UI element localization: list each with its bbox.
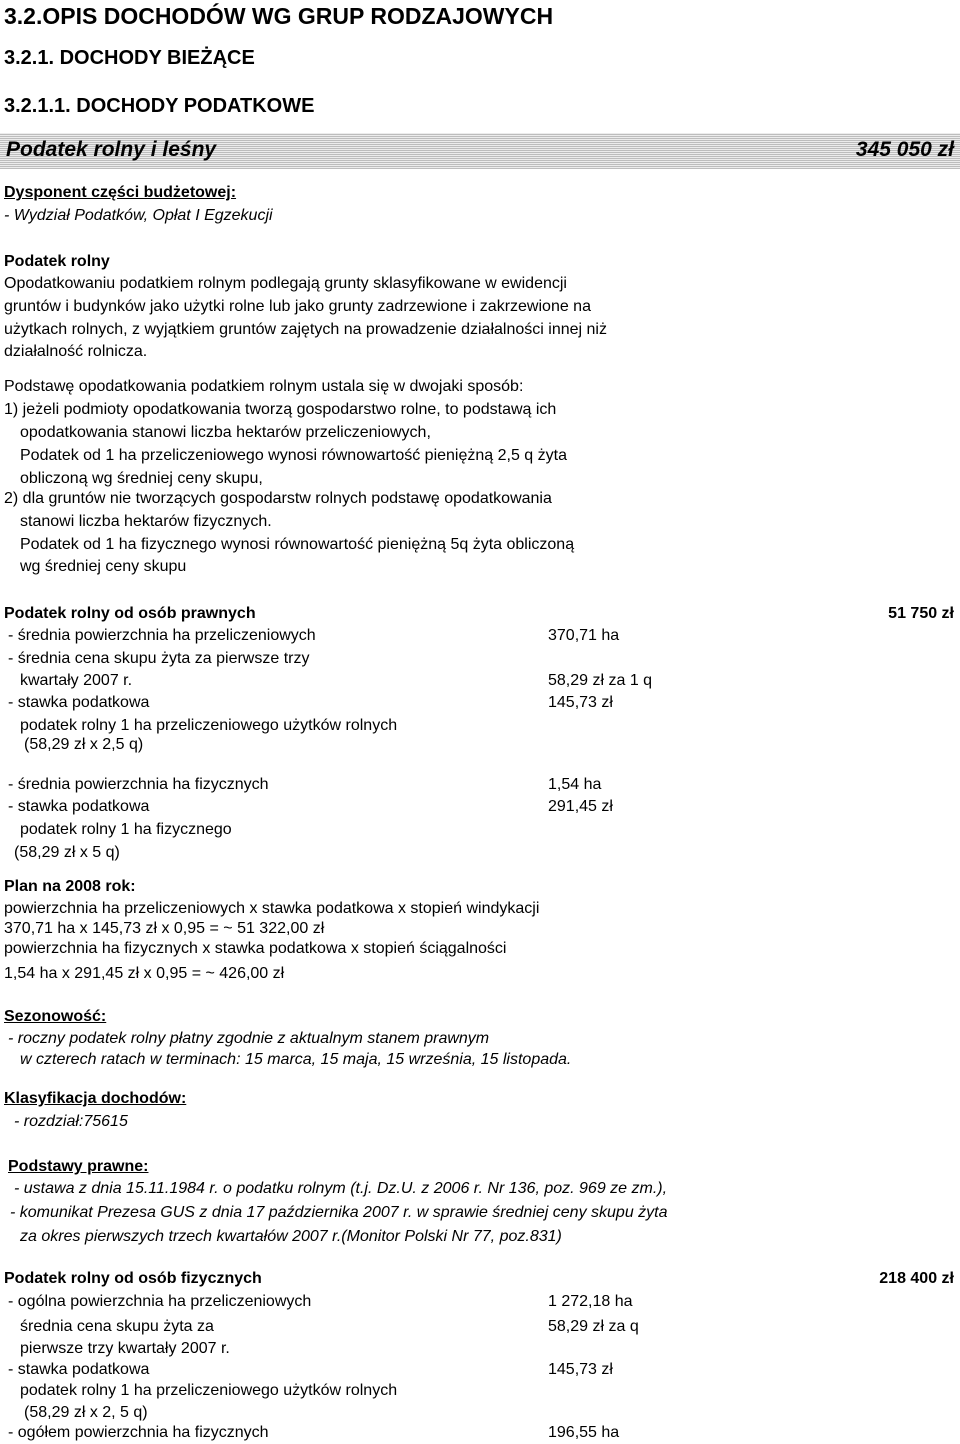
paragraph-line: gruntów i budynków jako użytki rolne lub jako grunty zadrzewione i zakrzewione na — [4, 298, 591, 315]
sezonowosc-line: w czterech ratach w terminach: 15 marca, 15 maja, 15 września, 15 listopada. — [20, 1051, 572, 1068]
item-label: - stawka podatkowa — [8, 1361, 150, 1378]
sezonowosc-line: - roczny podatek rolny płatny zgodnie z aktualnym stanem prawnym — [8, 1030, 490, 1047]
item-label: - średnia powierzchnia ha fizycznych — [8, 776, 269, 793]
paragraph-line: użytkach rolnych, z wyjątkiem gruntów zajętych na prowadzenie działalności innej niż — [4, 321, 607, 338]
item-label: - stawka podatkowa — [8, 694, 150, 711]
paragraph-line: wg średniej ceny skupu — [20, 558, 187, 575]
paragraph-line: Podstawę opodatkowania podatkiem rolnym ustala się w dwojaki sposób: — [4, 378, 524, 395]
paragraph-line: opodatkowania stanowi liczba hektarów przeliczeniowych, — [20, 424, 431, 441]
item-value: 145,73 zł — [548, 694, 613, 711]
item-label: pierwsze trzy kwartały 2007 r. — [20, 1340, 230, 1357]
item-label: podatek rolny 1 ha przeliczeniowego użytków rolnych — [20, 1382, 398, 1399]
item-value: 1,54 ha — [548, 776, 602, 793]
item-label: podatek rolny 1 ha przeliczeniowego użytków rolnych — [20, 717, 398, 734]
klasyfikacja-line: - rozdział:75615 — [14, 1113, 128, 1130]
dysponent-value: - Wydział Podatków, Opłat I Egzekucji — [4, 207, 273, 224]
paragraph-line: obliczoną wg średniej ceny skupu, — [20, 470, 263, 487]
item-label: - ogólna powierzchnia ha przeliczeniowych — [8, 1293, 312, 1310]
paragraph-line: 2) dla gruntów nie tworzących gospodarstw rolnych podstawę opodatkowania — [4, 490, 552, 507]
paragraph-line: Podatek od 1 ha przeliczeniowego wynosi równowartość pieniężną 2,5 q żyta — [20, 447, 567, 464]
podstawy-title: Podstawy prawne: — [8, 1158, 149, 1175]
osoby-prawne-title: Podatek rolny od osób prawnych — [4, 605, 256, 622]
osoby-fizyczne-title: Podatek rolny od osób fizycznych — [4, 1270, 262, 1287]
item-value: 370,71 ha — [548, 627, 620, 644]
podatek-rolny-title: Podatek rolny — [4, 253, 110, 270]
item-value: 1 272,18 ha — [548, 1293, 633, 1310]
item-label: - stawka podatkowa — [8, 798, 150, 815]
section-heading: 3.2.OPIS DOCHODÓW WG GRUP RODZAJOWYCH — [4, 3, 554, 29]
podstawy-line: - komunikat Prezesa GUS z dnia 17 października 2007 r. w sprawie średniej ceny skupu żyta — [10, 1204, 668, 1221]
paragraph-line: 1) jeżeli podmioty opodatkowania tworzą gospodarstwo rolne, to podstawą ich — [4, 401, 557, 418]
podstawy-line: za okres pierwszych trzech kwartałów 2007 r.(Monitor Polski Nr 77, poz.831) — [20, 1228, 562, 1245]
item-value: 196,55 ha — [548, 1424, 620, 1441]
paragraph-line: Opodatkowaniu podatkiem rolnym podlegają grunty sklasyfikowane w ewidencji — [4, 275, 567, 292]
item-label: - średnia cena skupu żyta za pierwsze trzy — [8, 650, 310, 667]
paragraph-line: Podatek od 1 ha fizycznego wynosi równowartość pieniężną 5q żyta obliczoną — [20, 536, 575, 553]
item-label: kwartały 2007 r. — [20, 672, 133, 689]
item-value: 58,29 zł za q — [548, 1318, 639, 1335]
item-value: 291,45 zł — [548, 798, 613, 815]
plan-line: 370,71 ha x 145,73 zł x 0,95 = ~ 51 322,00 zł — [4, 920, 325, 937]
osoby-fizyczne-amount: 218 400 zł — [879, 1270, 954, 1287]
item-label: (58,29 zł x 5 q) — [14, 844, 120, 861]
plan-line: powierzchnia ha przeliczeniowych x stawka podatkowa x stopień windykacji — [4, 900, 540, 917]
podstawy-line: - ustawa z dnia 15.11.1984 r. o podatku rolnym (t.j. Dz.U. z 2006 r. Nr 136, poz. 969 ze zm.), — [14, 1180, 668, 1197]
plan-title: Plan na 2008 rok: — [4, 878, 136, 895]
item-value: 145,73 zł — [548, 1361, 613, 1378]
item-label: - średnia powierzchnia ha przeliczeniowych — [8, 627, 316, 644]
item-label: średnia cena skupu żyta za — [20, 1318, 214, 1335]
dysponent-label: Dysponent części budżetowej: — [4, 184, 237, 201]
item-label: (58,29 zł x 2, 5 q) — [24, 1404, 148, 1421]
plan-line: 1,54 ha x 291,45 zł x 0,95 = ~ 426,00 zł — [4, 965, 285, 982]
paragraph-line: stanowi liczba hektarów fizycznych. — [20, 513, 272, 530]
osoby-prawne-amount: 51 750 zł — [888, 605, 954, 622]
item-label: - ogółem powierzchnia ha fizycznych — [8, 1424, 269, 1441]
klasyfikacja-title: Klasyfikacja dochodów: — [4, 1090, 187, 1107]
subsubsection-heading: 3.2.1.1. DOCHODY PODATKOWE — [4, 95, 315, 117]
item-label: podatek rolny 1 ha fizycznego — [20, 821, 232, 838]
paragraph-line: działalność rolnicza. — [4, 343, 148, 360]
item-label: (58,29 zł x 2,5 q) — [24, 736, 144, 753]
band-amount: 345 050 zł — [855, 138, 954, 161]
item-value: 58,29 zł za 1 q — [548, 672, 653, 689]
band-title: Podatek rolny i leśny — [6, 138, 217, 161]
sezonowosc-title: Sezonowość: — [4, 1008, 107, 1025]
subsection-heading: 3.2.1. DOCHODY BIEŻĄCE — [4, 47, 255, 69]
plan-line: powierzchnia ha fizycznych x stawka podatkowa x stopień ściągalności — [4, 940, 507, 957]
